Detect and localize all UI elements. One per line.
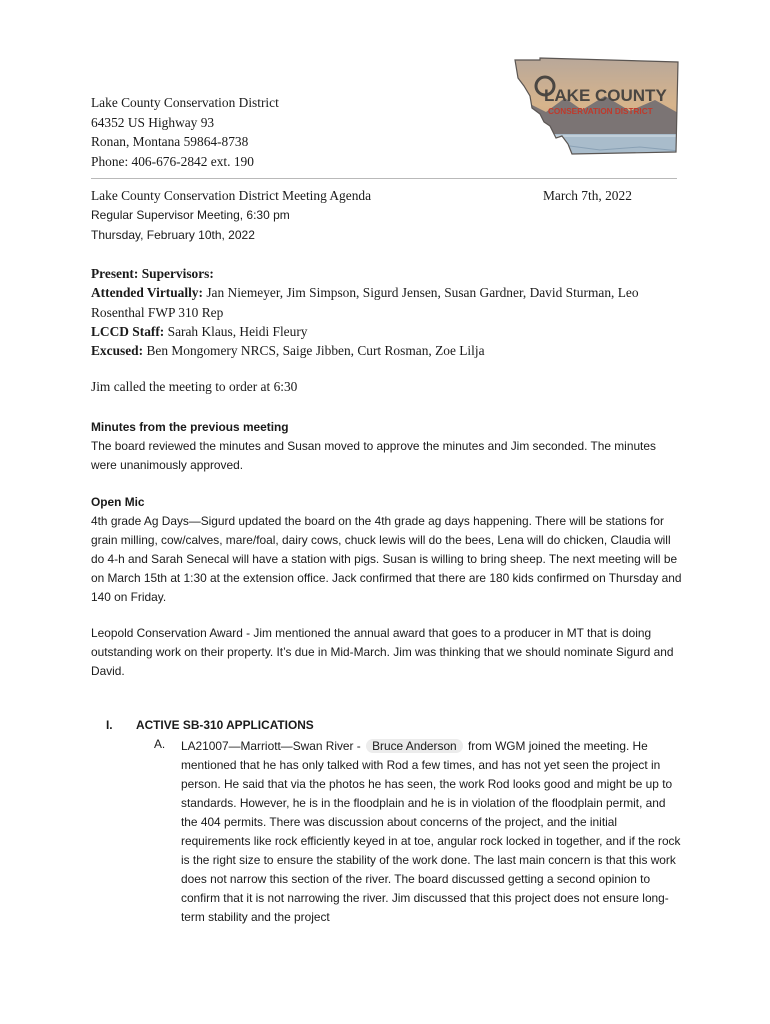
lake-county-logo	[510, 56, 680, 166]
open-mic-section	[91, 493, 683, 607]
minutes-text: The board reviewed the minutes and Susan moved to approve the minutes and Jim seconded. The minutes were unanimously approved.	[91, 439, 656, 472]
virtual-label: Attended Virtually:	[91, 285, 203, 301]
leopold-section	[91, 624, 683, 681]
address-line-1: 64352 US Highway 93	[91, 114, 215, 130]
agenda-date: March 7th, 2022	[543, 188, 632, 203]
phone-line: Phone: 406-676-2842 ext. 190	[91, 153, 254, 169]
header-divider	[91, 178, 677, 179]
address-line-2: Ronan, Montana 59864-8738	[91, 134, 249, 149]
minutes-section	[91, 418, 683, 475]
meeting-date: Thursday, February 10th, 2022	[91, 228, 255, 242]
open-mic-text: 4th grade Ag Days—Sigurd updated the board on the 4th grade ag days happening. There will be stations for grain milling, cow/calves, mare/foal, dairy cows, chuck lewis will do the bees, Lena will do chicken, Claudia will do 4-h and Sarah Senecal will have a station with pigs. Susan is willing to bring sheep. The next meeting will be on March 15th at 1:30 at the extension office. Jack confirmed that there are 180 kids confirmed on Thursday and 140 on Friday.	[91, 514, 682, 604]
meeting-type: Regular Supervisor Meeting, 6:30 pm	[91, 208, 290, 222]
staff-names: Sarah Klaus, Heidi Fleury	[167, 323, 308, 339]
excused-label: Excused:	[91, 343, 144, 359]
item-letter: A.	[154, 737, 166, 751]
logo-line-2: CONSERVATION DISTRICT	[548, 107, 653, 116]
excused-names: Ben Mongomery NRCS, Saige Jibben, Curt Rosman, Zoe Lilja	[146, 343, 485, 359]
present-label: Present: Supervisors:	[91, 266, 214, 281]
org-name: Lake County Conservation District	[91, 95, 279, 110]
agenda-title: Lake County Conservation District Meeting Agenda	[91, 188, 372, 203]
section-number: I.	[106, 718, 113, 732]
leopold-text: Leopold Conservation Award - Jim mentioned the annual award that goes to a producer in MT that is doing outstanding work on their property. It’s due in Mid-March. Jim was thinking that we should nominate Sigurd and David.	[91, 626, 674, 678]
called-to-order: Jim called the meeting to order at 6:30	[91, 379, 298, 394]
minutes-heading: Minutes from the previous meeting	[91, 420, 289, 434]
item-a-prefix: LA21007—Marriott—Swan River -	[181, 739, 361, 753]
section-title: ACTIVE SB-310 APPLICATIONS	[136, 718, 314, 732]
item-a-text	[181, 737, 681, 927]
attendance-section	[91, 264, 681, 360]
highlighted-name[interactable]: Bruce Anderson	[366, 739, 463, 753]
virtual-names: Jan Niemeyer, Jim Simpson, Sigurd Jensen, Susan Gardner, David Sturman, Leo Rosenthal FWP 310 Rep	[91, 285, 639, 320]
logo-line-1: LAKE COUNTY	[544, 86, 667, 105]
item-a-body: from WGM joined the meeting. He mentioned that he has only talked with Rod a few times, and has not yet seen the project in person. He said that via the photos he has seen, the work Rod looks good and might be up to standards. However, he is in the floodplain and he is in violation of the floodplain permit, and the 404 permits. There was discussion about concerns of the project, and the initial requirements like rock efficiently keyed in at toe, angular rock locked in together, and if the rock is the right size to ensure the stability of the work done. The last main concern is that this work does not narrow this section of the river. The board discussed getting a second opinion to confirm that it is not narrowing the river. Jim discussed that this project does not ensure long-term stability and the project	[181, 739, 681, 924]
staff-label: LCCD Staff:	[91, 323, 165, 339]
letterhead	[91, 93, 391, 171]
open-mic-heading: Open Mic	[91, 495, 145, 509]
